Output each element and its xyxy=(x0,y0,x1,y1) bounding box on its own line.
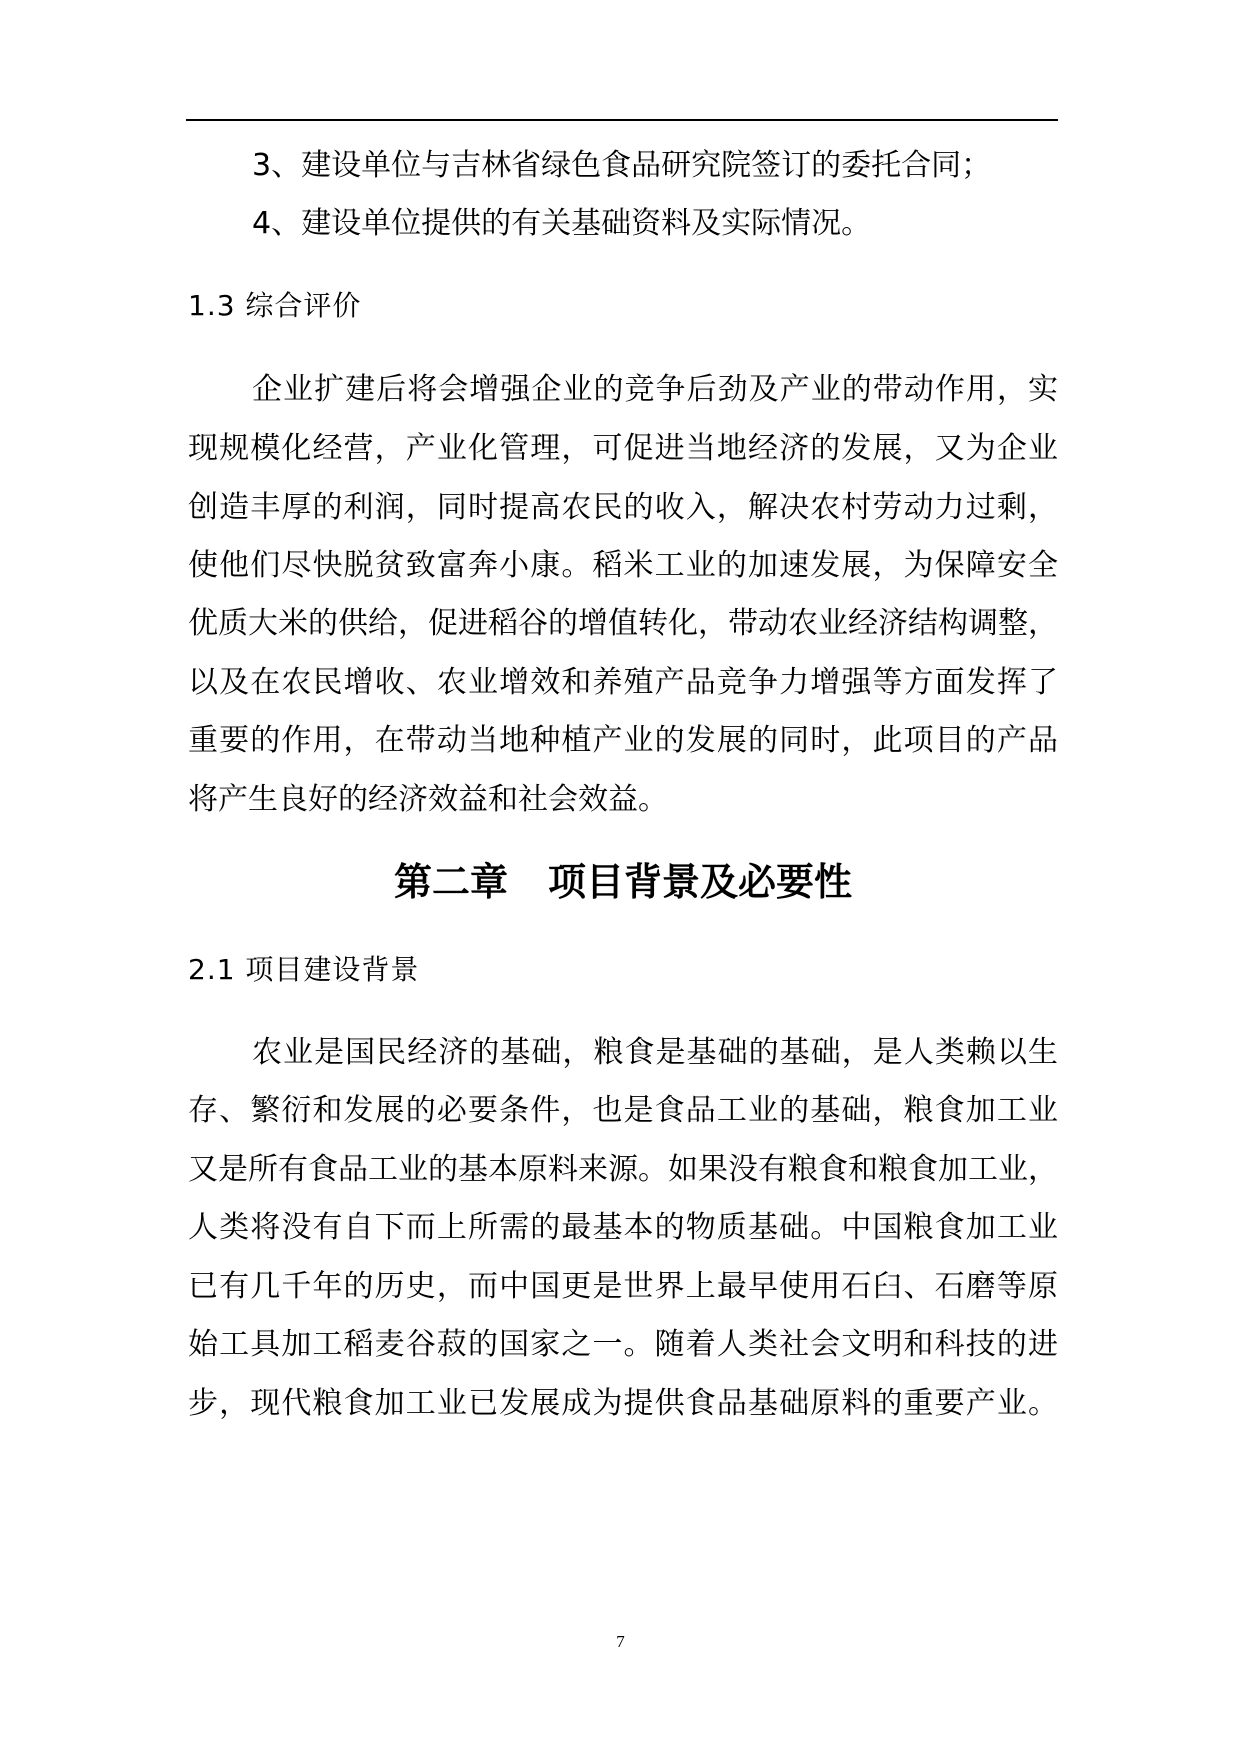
paragraph-line: 优质大米的供给，促进稻谷的增值转化，带动农业经济结构调整， xyxy=(188,606,1058,641)
paragraph-line: 存、繁衍和发展的必要条件，也是食品工业的基础，粮食加工业 xyxy=(188,1093,1058,1128)
paragraph-line: 已有几千年的历史，而中国更是世界上最早使用石臼、石磨等原 xyxy=(188,1269,1058,1304)
paragraph-line: 始工具加工稻麦谷菽的国家之一。随着人类社会文明和科技的进 xyxy=(188,1327,1058,1362)
paragraph-line: 又是所有食品工业的基本原料来源。如果没有粮食和粮食加工业， xyxy=(188,1152,1058,1187)
paragraph-line: 将产生良好的经济效益和社会效益。 xyxy=(188,782,668,817)
page-number: 7 xyxy=(616,1632,625,1651)
basis-item-4: 4、建设单位提供的有关基础资料及实际情况。 xyxy=(252,206,872,241)
paragraph-line: 农业是国民经济的基础，粮食是基础的基础，是人类赖以生 xyxy=(252,1035,1058,1070)
paragraph-line: 创造丰厚的利润，同时提高农民的收入，解决农村劳动力过剩， xyxy=(188,490,1058,525)
chapter-name: 项目背景及必要性 xyxy=(548,860,853,904)
paragraph-line: 步，现代粮食加工业已发展成为提供食品基础原料的重要产业。 xyxy=(188,1386,1058,1421)
paragraph-line: 使他们尽快脱贫致富奔小康。稻米工业的加速发展，为保障安全 xyxy=(188,548,1058,583)
paragraph-line: 以及在农民增收、农业增效和养殖产品竞争力增强等方面发挥了 xyxy=(188,665,1058,700)
paragraph-line: 重要的作用，在带动当地种植产业的发展的同时，此项目的产品 xyxy=(188,723,1058,758)
paragraph-line: 现规模化经营，产业化管理，可促进当地经济的发展，又为企业 xyxy=(188,431,1058,466)
section-heading-2-1: 2.1 项目建设背景 xyxy=(188,953,420,986)
paragraph-line: 人类将没有自下而上所需的最基本的物质基础。中国粮食加工业 xyxy=(188,1210,1058,1245)
basis-item-3: 3、建设单位与吉林省绿色食品研究院签订的委托合同； xyxy=(252,148,992,183)
chapter-title xyxy=(188,857,1058,907)
section-heading-1-3: 1.3 综合评价 xyxy=(188,289,362,322)
chapter-number: 第二章 xyxy=(393,860,508,904)
header-rule xyxy=(186,119,1058,121)
paragraph-line: 企业扩建后将会增强企业的竞争后劲及产业的带动作用，实 xyxy=(252,372,1058,407)
